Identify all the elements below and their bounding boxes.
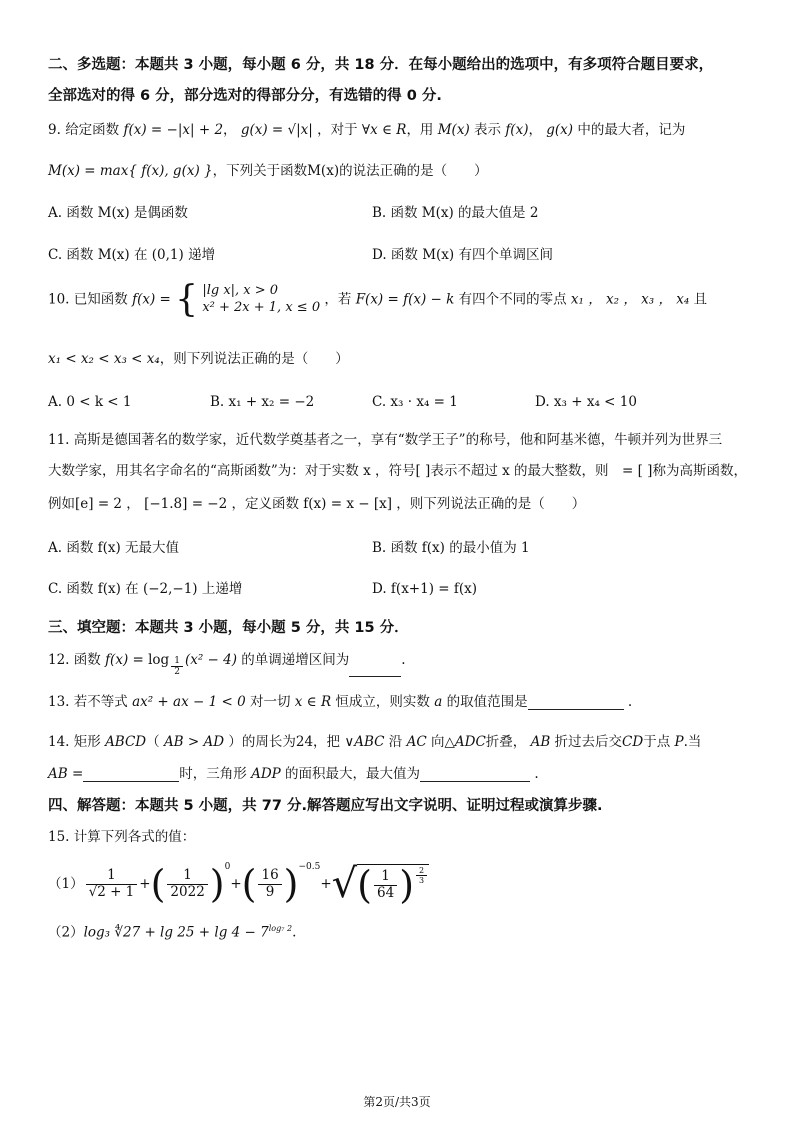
denominator: 2022	[170, 883, 205, 900]
q12-log: log	[148, 652, 170, 668]
q13-text: 的取值范围是	[446, 694, 528, 710]
q14-ab: AB	[530, 734, 551, 750]
q9-fx: f(x) = −|x| + 2	[123, 122, 224, 138]
section-2-header-line2: 全部选对的得 6 分，部分选对的得部分分，有选错的得 0 分.	[48, 88, 442, 104]
q13-domain: x ∈ R	[294, 694, 332, 710]
q9-option-b: B. 函数 M(x) 的最大值是 2	[372, 205, 539, 221]
q10-text: 且	[693, 291, 708, 308]
q14-text: 于点	[643, 734, 671, 750]
piecewise-brace: {	[175, 279, 199, 320]
q14-adc: △ADC	[444, 734, 486, 750]
q14-rect: ABCD	[105, 734, 147, 750]
radical-sign: √	[331, 861, 358, 907]
q14-answer-blank-2[interactable]	[420, 767, 530, 782]
q9-text: ，用	[406, 122, 434, 138]
paren-left: (	[241, 862, 257, 906]
q13-text: 13. 若不等式	[48, 694, 128, 710]
radicand	[357, 863, 429, 907]
q10-order: x₁ < x₂ < x₃ < x₄	[48, 351, 160, 367]
q14-p: P	[674, 734, 684, 750]
q9-text: ，下列关于函数M(x)的说法正确的是（ ）	[212, 163, 488, 179]
q9-forall: ∀x ∈ R	[361, 122, 407, 138]
q14-text: 时，三角形	[179, 766, 247, 782]
q14-text: 折叠，	[485, 734, 527, 750]
q10-text: ，则下列说法正确的是（ ）	[159, 351, 349, 367]
q10-zeros: x₁ ， x₂ ， x₃ ， x₄	[570, 291, 690, 308]
q14-text: ）的周长为24，把	[228, 734, 341, 750]
q10-text: ，若	[324, 291, 352, 308]
q10-Fx: F(x) = f(x) − k	[355, 291, 455, 308]
q10-option-b: B. x₁ + x₂ = −2	[210, 394, 315, 410]
q15-title: 15. 计算下列各式的值：	[48, 829, 196, 845]
q14-end: .	[534, 766, 539, 782]
exponent-neg-half: −0.5	[298, 862, 321, 872]
q13-a: a	[434, 694, 443, 710]
q12-end: .	[401, 652, 406, 668]
piece-1: |lg x|, x > 0	[202, 283, 279, 299]
q12-line	[48, 652, 406, 677]
q11-option-a: A. 函数 f(x) 无最大值	[48, 540, 180, 556]
denominator: √2 + 1	[88, 883, 135, 900]
q9-gx: g(x)	[546, 122, 574, 138]
exponent-0: 0	[224, 862, 231, 872]
q13-end: .	[627, 694, 633, 710]
frac-16-over-9	[258, 868, 281, 900]
q14-ac: AC	[406, 734, 427, 750]
q15-part2	[48, 924, 296, 941]
q11-line3: 例如[e] = 2 ， [−1.8] = −2 ，定义函数 f(x) = x − [x] ，则下列说法正确的是（ ）	[48, 496, 586, 512]
part-1-label: （1）	[48, 875, 84, 892]
base-numerator: 1	[171, 656, 183, 667]
numerator: 1	[86, 868, 138, 885]
frac-1-over-sqrt2	[86, 868, 138, 900]
q15-part1	[48, 856, 429, 912]
q14-line2	[48, 766, 539, 782]
q14-text: （	[146, 734, 160, 750]
paren-left: (	[357, 863, 372, 907]
part-2-exponent: log₇ 2	[268, 924, 293, 933]
q12-text: 12. 函数	[48, 652, 101, 668]
plus-sign: +	[230, 875, 242, 892]
q14-triangle: ∨ABC	[344, 734, 385, 750]
paren-right: )	[209, 862, 225, 906]
part-2-label: （2）	[48, 924, 84, 941]
q9-line1	[48, 122, 685, 138]
section-2-header-line1: 二、多选题：本题共 3 小题，每小题 6 分，共 18 分．在每小题给出的选项中，有多项符合题目要求，	[48, 57, 714, 73]
q11-line1: 11. 高斯是德国著名的数学家，近代数学奠基者之一，享有“数学王子”的称号，他和阿基米德，牛顿并列为世界三	[48, 432, 723, 448]
plus-sign: +	[320, 875, 332, 892]
q9-text: ，	[528, 122, 542, 138]
numerator: 1	[374, 869, 397, 886]
q12-arg: (x² − 4)	[184, 652, 237, 668]
q10-option-a: A. 0 < k < 1	[48, 394, 132, 410]
piece-2: x² + 2x + 1, x ≤ 0	[202, 300, 321, 315]
section-4-header: 四、解答题：本题共 5 小题，共 77 分.解答题应写出文字说明、证明过程或演算步骤.	[48, 798, 603, 814]
q9-mdef: M(x) = max{ f(x), g(x) }	[48, 163, 213, 179]
q14-ab-eq: AB =	[48, 766, 84, 782]
q10-piecewise	[202, 283, 320, 317]
denominator: 3	[419, 876, 425, 886]
q9-fx: f(x)	[505, 122, 529, 138]
base-denominator: 2	[174, 667, 180, 677]
q14-text: 折过去后交	[554, 734, 623, 750]
page-footer: 第2页/共3页	[363, 1095, 431, 1109]
q10-text: 已知函数	[73, 291, 128, 308]
plus-sign: +	[139, 875, 151, 892]
q10-line1	[48, 279, 708, 320]
q10-option-d: D. x₃ + x₄ < 10	[535, 394, 637, 410]
denominator: 64	[377, 884, 395, 901]
q14-cd: CD	[622, 734, 644, 750]
q11-line2: 大数学家，用其名字命名的“高斯函数”为：对于实数 x ，符号[ ]表示不超过 x 的最大整数，则 = [ ]称为高斯函数，	[48, 463, 747, 479]
q13-line	[48, 694, 632, 710]
numerator: 1	[167, 868, 207, 885]
q13-text: 恒成立，则实数	[335, 694, 430, 710]
q14-text: 向	[430, 734, 445, 750]
q14-line1	[48, 734, 701, 750]
q9-number: 9.	[48, 122, 61, 138]
q12-answer-blank[interactable]	[349, 662, 401, 677]
frac-1-over-64	[374, 869, 397, 901]
q11-option-c: C. 函数 f(x) 在 (−2,−1) 上递增	[48, 581, 243, 597]
q13-text: 对一切	[249, 694, 291, 710]
q9-option-a: A. 函数 M(x) 是偶函数	[48, 205, 188, 221]
q9-text: ，	[223, 122, 237, 138]
q14-cond: AB > AD	[163, 734, 225, 750]
part-2-expression: log₃ ∜27 + lg 25 + lg 4 − 7	[83, 924, 269, 941]
q12-text: 的单调递增区间为	[241, 652, 350, 668]
frac-1-over-2022	[167, 868, 207, 900]
paren-left: (	[150, 862, 166, 906]
section-3-header: 三、填空题：本题共 3 小题，每小题 5 分，共 15 分．	[48, 620, 409, 636]
numerator: 2	[416, 866, 427, 876]
q14-text: 14. 矩形	[48, 734, 101, 750]
q11-option-d: D. f(x+1) = f(x)	[372, 581, 478, 597]
q9-gx: g(x) = √|x|	[240, 122, 313, 138]
q9-option-d: D. 函数 M(x) 有四个单调区间	[372, 247, 553, 263]
q11-option-b: B. 函数 f(x) 的最小值为 1	[372, 540, 530, 556]
q9-text: 中的最大者，记为	[577, 122, 686, 138]
denominator: 9	[265, 883, 275, 900]
q12-fx: f(x) =	[105, 652, 144, 668]
q9-mx: M(x)	[437, 122, 470, 138]
q13-inequality: ax² + ax − 1 < 0	[132, 694, 246, 710]
q10-fx: f(x) =	[132, 291, 171, 308]
numerator: 16	[258, 868, 281, 885]
q9-text: 给定函数	[65, 122, 120, 138]
q12-log-base	[171, 656, 183, 678]
q14-adp: ADP	[251, 766, 281, 782]
q14-text: 沿	[388, 734, 403, 750]
q14-text: 的面积最大，最大值为	[285, 766, 421, 782]
q9-option-c: C. 函数 M(x) 在 (0,1) 递增	[48, 247, 216, 263]
q10-number: 10.	[48, 291, 70, 308]
q9-text: ，对于	[317, 122, 358, 138]
part-2-end: .	[292, 924, 297, 941]
exponent-2-over-3	[416, 866, 427, 885]
q10-option-c: C. x₃ · x₄ = 1	[372, 394, 458, 410]
q13-answer-blank[interactable]	[528, 695, 624, 710]
q14-answer-blank-1[interactable]	[83, 767, 179, 782]
q10-text: 有四个不同的零点	[458, 291, 567, 308]
q9-text: 表示	[474, 122, 502, 138]
q14-text: .当	[683, 734, 702, 750]
paren-right: )	[399, 863, 415, 907]
q9-line2	[48, 163, 488, 179]
q10-line2	[48, 351, 349, 367]
paren-right: )	[283, 862, 299, 906]
